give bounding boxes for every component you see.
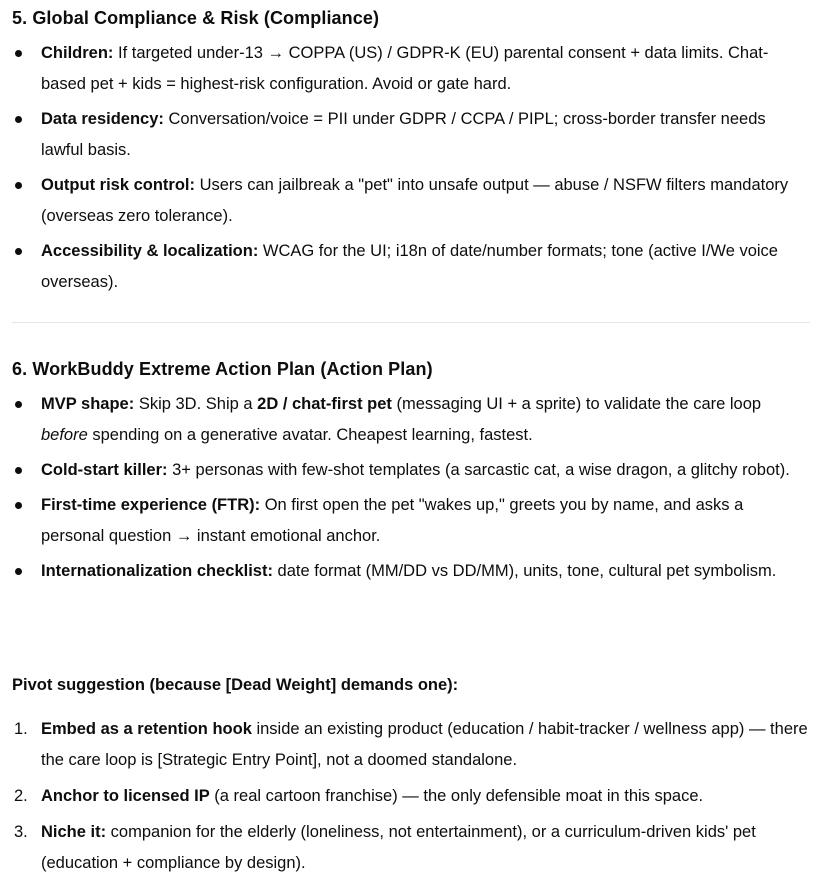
bullet-icon bbox=[15, 502, 22, 509]
item-emphasis: 2D / chat-first pet bbox=[257, 395, 392, 413]
list-item bbox=[12, 170, 810, 232]
item-text: date format (MM/DD vs DD/MM), units, tone, cultural pet symbolism. bbox=[272, 562, 777, 580]
item-label: MVP shape: bbox=[41, 395, 135, 413]
item-label: Data residency: bbox=[41, 110, 164, 128]
list-item bbox=[12, 714, 810, 776]
bullet-icon bbox=[15, 401, 22, 408]
list-item bbox=[12, 490, 810, 552]
item-label: Accessibility & localization: bbox=[41, 242, 259, 260]
item-label: Output risk control: bbox=[41, 176, 195, 194]
pivot-heading: Pivot suggestion (because [Dead Weight] demands one): bbox=[12, 676, 459, 694]
item-label: Internationalization checklist: bbox=[41, 562, 273, 580]
item-text: If targeted under-13 → COPPA (US) / GDPR-K (EU) parental consent + data limits. Chat-based pet + kids = highest-risk configuration. Avoid or gate hard. bbox=[41, 44, 769, 93]
item-label: Children: bbox=[41, 44, 114, 62]
item-text: Skip 3D. Ship a bbox=[134, 395, 258, 413]
list-item bbox=[12, 389, 810, 451]
list-item bbox=[12, 781, 810, 812]
item-text: 3+ personas with few-shot templates (a sarcastic cat, a wise dragon, a glitchy robot). bbox=[167, 461, 790, 479]
section-heading-action-plan: 6. WorkBuddy Extreme Action Plan (Action Plan) bbox=[12, 359, 433, 379]
section-heading-compliance: 5. Global Compliance & Risk (Compliance) bbox=[12, 8, 380, 28]
item-text: companion for the elderly (loneliness, not entertainment), or a curriculum-driven kids' pet (education + compliance by design). bbox=[41, 823, 756, 872]
item-label: Niche it: bbox=[41, 823, 107, 841]
item-text: On first open the pet "wakes up," greets you by name, and asks a personal question → instant emotional anchor. bbox=[41, 496, 744, 545]
list-item bbox=[12, 455, 810, 486]
item-text: WCAG for the UI; i18n of date/number formats; tone (active I/We voice overseas). bbox=[41, 242, 778, 291]
item-text: inside an existing product (education / habit-tracker / wellness app) — there the care loop is [Strategic Entry Point], not a doomed standalone. bbox=[41, 720, 808, 769]
step-number: 2. bbox=[14, 787, 28, 805]
bullet-icon bbox=[15, 568, 22, 575]
step-number: 3. bbox=[14, 823, 28, 841]
item-text: (a real cartoon franchise) — the only defensible moat in this space. bbox=[209, 787, 704, 805]
list-item bbox=[12, 104, 810, 166]
item-label: Anchor to licensed IP bbox=[41, 787, 210, 805]
bullet-icon bbox=[15, 182, 22, 189]
list-item bbox=[12, 817, 810, 879]
list-item bbox=[12, 236, 810, 298]
item-text: spending on a generative avatar. Cheapest learning, fastest. bbox=[87, 426, 533, 444]
pivot-steps bbox=[12, 714, 810, 879]
action-plan-list bbox=[12, 389, 810, 587]
item-text: (messaging UI + a sprite) to validate the care loop bbox=[391, 395, 762, 413]
bullet-icon bbox=[15, 467, 22, 474]
item-italic: before bbox=[41, 426, 88, 444]
item-label: First-time experience (FTR): bbox=[41, 496, 261, 514]
section-divider bbox=[12, 322, 810, 323]
compliance-list bbox=[12, 38, 810, 298]
item-text: Users can jailbreak a "pet" into unsafe output — abuse / NSFW filters mandatory (overseas zero tolerance). bbox=[41, 176, 789, 225]
item-label: Embed as a retention hook bbox=[41, 720, 252, 738]
list-item bbox=[12, 556, 810, 587]
bullet-icon bbox=[15, 116, 22, 123]
step-number: 1. bbox=[14, 720, 28, 738]
bullet-icon bbox=[15, 248, 22, 255]
bullet-icon bbox=[15, 50, 22, 57]
item-text: Conversation/voice = PII under GDPR / CCPA / PIPL; cross-border transfer needs lawful basis. bbox=[41, 110, 766, 159]
list-item bbox=[12, 38, 810, 100]
item-label: Cold-start killer: bbox=[41, 461, 168, 479]
